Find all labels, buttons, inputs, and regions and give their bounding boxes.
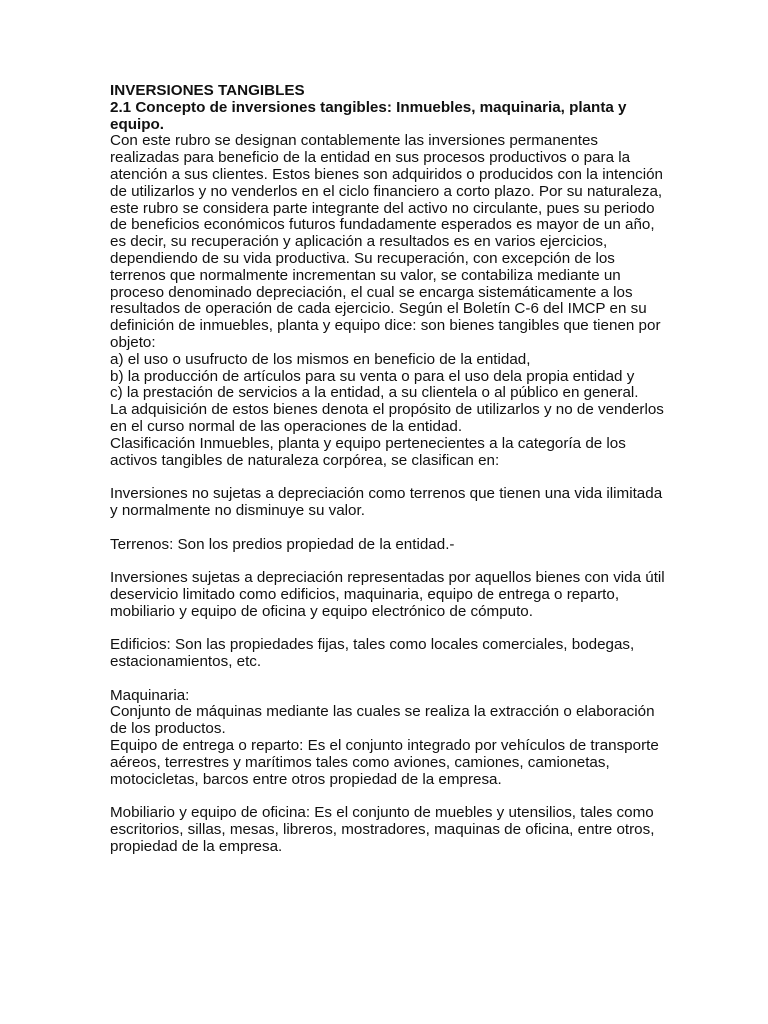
paragraph-gap <box>110 469 670 486</box>
paragraph-gap <box>110 621 670 638</box>
paragraph-edificios: Edificios: Son las propiedades fijas, tales como locales comerciales, bodegas, estacionamientos, etc. <box>110 636 635 671</box>
list-item-c: c) la prestación de servicios a la entidad, a su clientela o al público en general. <box>110 384 639 402</box>
paragraph-gap <box>110 671 670 688</box>
list-item-a: a) el uso o usufructo de los mismos en beneficio de la entidad, <box>110 350 531 368</box>
paragraph-gap <box>110 553 670 570</box>
paragraph-maquinaria: Conjunto de máquinas mediante las cuales se realiza la extracción o elaboración de los productos. <box>110 703 655 738</box>
paragraph-non-depreciable: Inversiones no sujetas a depreciación como terrenos que tienen una vida ilimitada y normalmente no disminuye su valor. <box>110 485 663 519</box>
paragraph-gap <box>110 520 670 537</box>
section-heading: 2.1 Concepto de inversiones tangibles: Inmuebles, maquinaria, planta y equipo. <box>110 98 627 133</box>
paragraph-classification: Clasificación Inmuebles, planta y equipo pertenecientes a la categoría de los activos tangibles de naturaleza corpórea, se clasifican en: <box>110 434 626 469</box>
paragraph-gap <box>110 788 670 805</box>
paragraph-equipo-entrega: Equipo de entrega o reparto: Es el conjunto integrado por vehículos de transporte aéreos, terrestres y marítimos tales como aviones, camiones, camionetas, motocicletas, barcos entre otros propiedad de la empresa. <box>110 737 659 788</box>
paragraph-terrenos: Terrenos: Son los predios propiedad de la entidad.- <box>110 535 455 553</box>
paragraph-concept: Con este rubro se designan contablemente las inversiones permanentes realizadas para beneficio de la entidad en sus procesos productivos o para la atención a sus clientes. Estos bienes son adquiridos o producidos con la intención de utilizarlos y no venderlos en el ciclo financiero a corto plazo. Por su naturaleza, este rubro se considera parte integrante del activo no circulante, pues su periodo de beneficios económicos futuros fundadamente esperados es mayor de un año, es decir, su recuperación y aplicación a resultados es en varios ejercicios, dependiendo de su vida productiva. Su recuperación, con excepción de los terrenos que normalmente incrementan su valor, se contabiliza mediante un proceso denominado depreciación, el cual se encarga sistemáticamente a los resultados de operación de cada ejercicio. Según el Boletín C-6 del IMCP en su definición de inmuebles, planta y equipo dice: son bienes tangibles que tienen por objeto: <box>110 132 664 351</box>
heading-maquinaria: Maquinaria: <box>110 686 190 704</box>
paragraph-mobiliario: Mobiliario y equipo de oficina: Es el conjunto de muebles y utensilios, tales como escritorios, sillas, mesas, libreros, mostradores, maquinas de oficina, entre otros, propiedad de la empresa. <box>110 804 655 855</box>
document-title: INVERSIONES TANGIBLES <box>110 82 305 99</box>
paragraph-acquisition: La adquisición de estos bienes denota el propósito de utilizarlos y no de venderlos en el curso normal de las operaciones de la entidad. <box>110 401 664 435</box>
paragraph-depreciable: Inversiones sujetas a depreciación representadas por aquellos bienes con vida útil deservicio limitado como edificios, maquinaria, equipo de entrega o reparto, mobiliario y equipo de oficina y equipo electrónico de cómputo. <box>110 569 665 620</box>
list-item-b: b) la producción de artículos para su venta o para el uso dela propia entidad y <box>110 367 635 385</box>
document-page <box>110 83 670 856</box>
